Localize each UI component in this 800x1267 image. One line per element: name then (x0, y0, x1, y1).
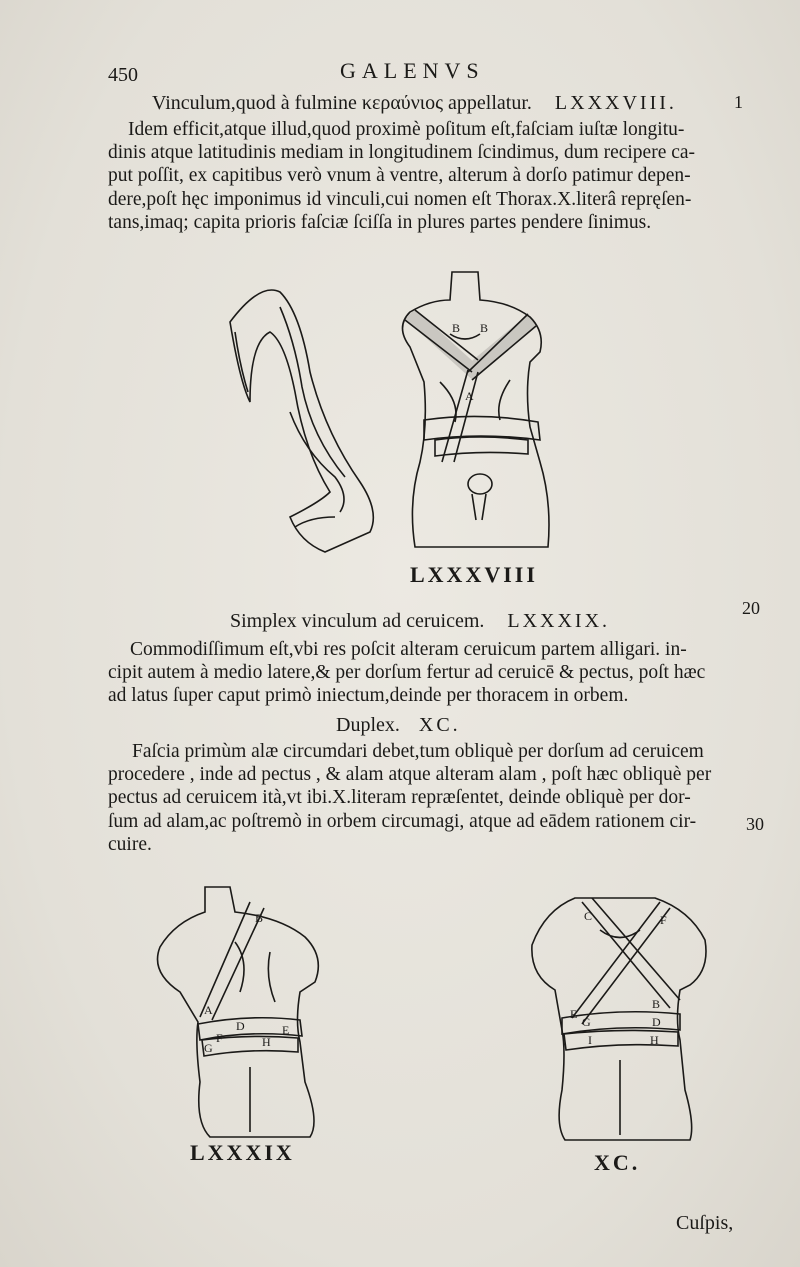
figure-label: B (652, 997, 661, 1011)
section-title-lxxxix (230, 610, 610, 633)
torso-front-illustration (403, 272, 550, 547)
figure-label: F (660, 913, 667, 927)
text-line: ad latus ſuper caput primò iniectum,deinde per thoracem in orbem. (108, 685, 629, 707)
margin-mark-20: 20 (742, 598, 760, 618)
margin-mark-1: 1 (734, 92, 743, 112)
figure-caption-lxxxviii: LXXXVIII (410, 562, 538, 587)
margin-mark-30: 30 (746, 814, 764, 834)
paragraph-lxxxviii (108, 118, 736, 234)
bandage-strip-illustration (230, 290, 373, 552)
catchword: Cuſpis, (676, 1212, 734, 1234)
text-line: procedere , inde ad pectus , & alam atque alteram alam , poſt hæc obliquè per (108, 764, 712, 786)
section-title-text: Vinculum,quod à fulmine κεραύνιος appellatur. (152, 92, 532, 114)
text-line: ſum ad alam,ac poſtremò in orbem circumagi, atque ad eādem rationem cir- (108, 810, 697, 832)
figure-label: E (570, 1007, 578, 1021)
figure-label: A (465, 389, 474, 403)
running-head: GALENVS (340, 58, 485, 83)
figure-label: H (262, 1035, 271, 1049)
figure-front-torso-xc (520, 890, 720, 1150)
figure-label: H (650, 1033, 659, 1047)
text-line: Idem efficit,atque illud,quod proximè poſitum eſt,faſciam iuſtæ longitu- (128, 119, 685, 140)
figure-label: C (584, 909, 593, 923)
text-line: dinis atque latitudinis mediam in longitudinem ſcindimus, dum recipere ca- (108, 142, 696, 164)
figure-label: B (255, 911, 264, 925)
figure-label: D (652, 1015, 661, 1029)
text-line: put poſſit, ex capitibus verò vnum à ventre, alterum à dorſo patimur depen- (108, 165, 691, 187)
figure-label: D (236, 1019, 245, 1033)
paragraph-xc (108, 740, 736, 856)
paragraph-lxxxix (108, 638, 736, 708)
text-line: dere,poſt hęc imponimus id vinculi,cui nomen eſt Thorax.X.literâ repręſen- (108, 188, 692, 210)
section-title-text: Duplex. (336, 714, 400, 736)
section-title-xc (336, 714, 461, 737)
text-line: cuire. (108, 833, 152, 855)
section-number: LXXXIX. (507, 610, 611, 632)
figure-thorax-bandage (210, 262, 570, 562)
figure-caption-xc: XC. (594, 1150, 641, 1175)
figure-caption-lxxxix: LXXXIX (190, 1140, 295, 1165)
text-line: Faſcia primùm alæ circumdari debet,tum obliquè per dorſum ad ceruicem (132, 741, 704, 762)
text-line: cipit autem à medio latere,& per dorſum fertur ad ceruicē & pectus, poſt hæc (108, 662, 706, 684)
section-title-lxxxviii (152, 92, 677, 115)
figure-label: E (282, 1023, 290, 1037)
text-line: tans,imaq; capita prioris faſciæ ſciſſa in plures partes pendere ſinimus. (108, 211, 652, 233)
section-number: LXXXVIII. (554, 92, 677, 114)
figure-label: A (204, 1003, 213, 1017)
figure-back-torso-lxxxix (140, 882, 330, 1142)
figure-label: B (480, 321, 489, 335)
figure-label: G (204, 1041, 213, 1055)
page-number: 450 (108, 64, 138, 86)
section-title-text: Simplex vinculum ad ceruicem. (230, 610, 485, 632)
text-line: Commodiſſimum eſt,vbi res poſcit alteram ceruicum partem alligari. in- (130, 639, 687, 660)
figure-label: B (452, 321, 461, 335)
figure-label: I (588, 1033, 592, 1047)
text-line: pectus ad ceruicem ità,vt ibi.X.literam repræſentet, deinde obliquè per dor- (108, 787, 691, 809)
figure-label: G (582, 1015, 591, 1029)
section-number: XC. (418, 714, 461, 736)
figure-label: F (216, 1031, 223, 1045)
